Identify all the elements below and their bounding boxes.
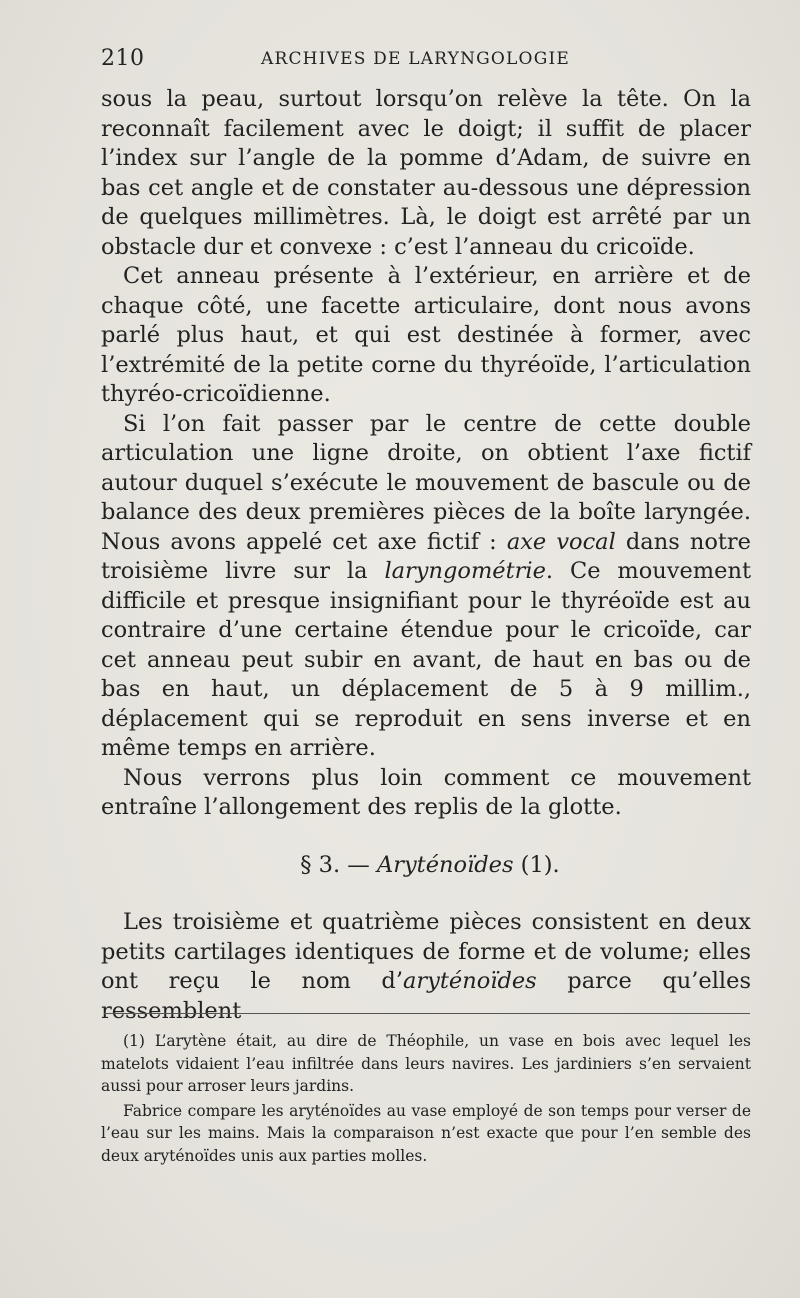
page-header	[101, 40, 748, 76]
main-text	[101, 85, 751, 823]
section-paragraph	[101, 908, 751, 1026]
section-name: Aryténoïdes	[376, 852, 514, 878]
footnote-divider	[104, 1013, 750, 1014]
section-paragraph-part-a: Les troisième et quatrième pièces consistent en deux petits cartilages identiques de forme et de volume; elles ont reçu le nom d’	[101, 909, 751, 994]
paragraph-3-part-c: . Ce mouvement difficile et presque insignifiant pour le thyréoïde est au contraire d’une certaine étendue pour le cricoïde, car cet anneau peut subir en avant, de haut en bas ou de bas en haut, un déplacement de 5 à 9 millim., déplacement qui se reproduit en sens inverse et en même temps en arrière.	[101, 558, 751, 761]
footnotes	[101, 1030, 751, 1169]
paragraph-3-part-b: dans notre troisième livre sur la	[101, 528, 751, 584]
running-title: ARCHIVES DE LARYNGOLOGIE	[261, 49, 570, 69]
section-heading	[0, 852, 800, 878]
term-arytenoides: aryténoïdes	[402, 968, 537, 994]
footnote-1: (1) L’arytène était, au dire de Théophile, un vase en bois avec lequel les matelots vidaient l’eau infiltrée dans leurs navires. Les jardiniers s’en servaient aussi pour arroser leurs jardins.	[101, 1032, 751, 1095]
paragraph-4: Nous verrons plus loin comment ce mouvement entraîne l’allongement des replis de la glotte.	[101, 764, 751, 820]
term-laryngometrie: laryngométrie	[384, 558, 546, 584]
paragraph-2: Cet anneau présente à l’extérieur, en arrière et de chaque côté, une facette articulaire, dont nous avons parlé plus haut, et qui est destinée à former, avec l’extrémité de la petite corne du thyréoïde, l’articulation thyréo-cricoïdienne.	[101, 263, 751, 407]
section-number: § 3. —	[300, 852, 377, 878]
section-text	[101, 908, 751, 1026]
page-number: 210	[101, 46, 145, 71]
term-axe-vocal: axe vocal	[506, 528, 616, 555]
paragraph-1: sous la peau, surtout lorsqu’on relève la tête. On la reconnaît facilement avec le doigt; il suffit de placer l’index sur l’angle de la pomme d’Adam, de suivre en bas cet angle et de constater au-dessous une dépression de quelques millimètres. Là, le doigt est arrêté par un obstacle dur et convexe : c’est l’anneau du cricoïde.	[101, 86, 751, 260]
paragraph-3	[101, 410, 751, 764]
footnote-1-continued: Fabrice compare les aryténoïdes au vase employé de son temps pour verser de l’eau sur les mains. Mais la comparaison n’est exacte que pour l’en semble des deux aryténoïdes unis aux parties molles.	[101, 1101, 751, 1165]
section-note-ref: (1).	[513, 852, 560, 878]
paragraph-3-part-a: Si l’on fait passer par le centre de cette double articulation une ligne droite, on obtient l’axe fictif autour duquel s’exécute le mouvement de bascule ou de balance des deux premières pièces de la boîte laryngée. Nous avons appelé cet axe fictif :	[101, 410, 751, 555]
section-paragraph-part-b: parce qu’elles ressemblent	[101, 968, 751, 1024]
